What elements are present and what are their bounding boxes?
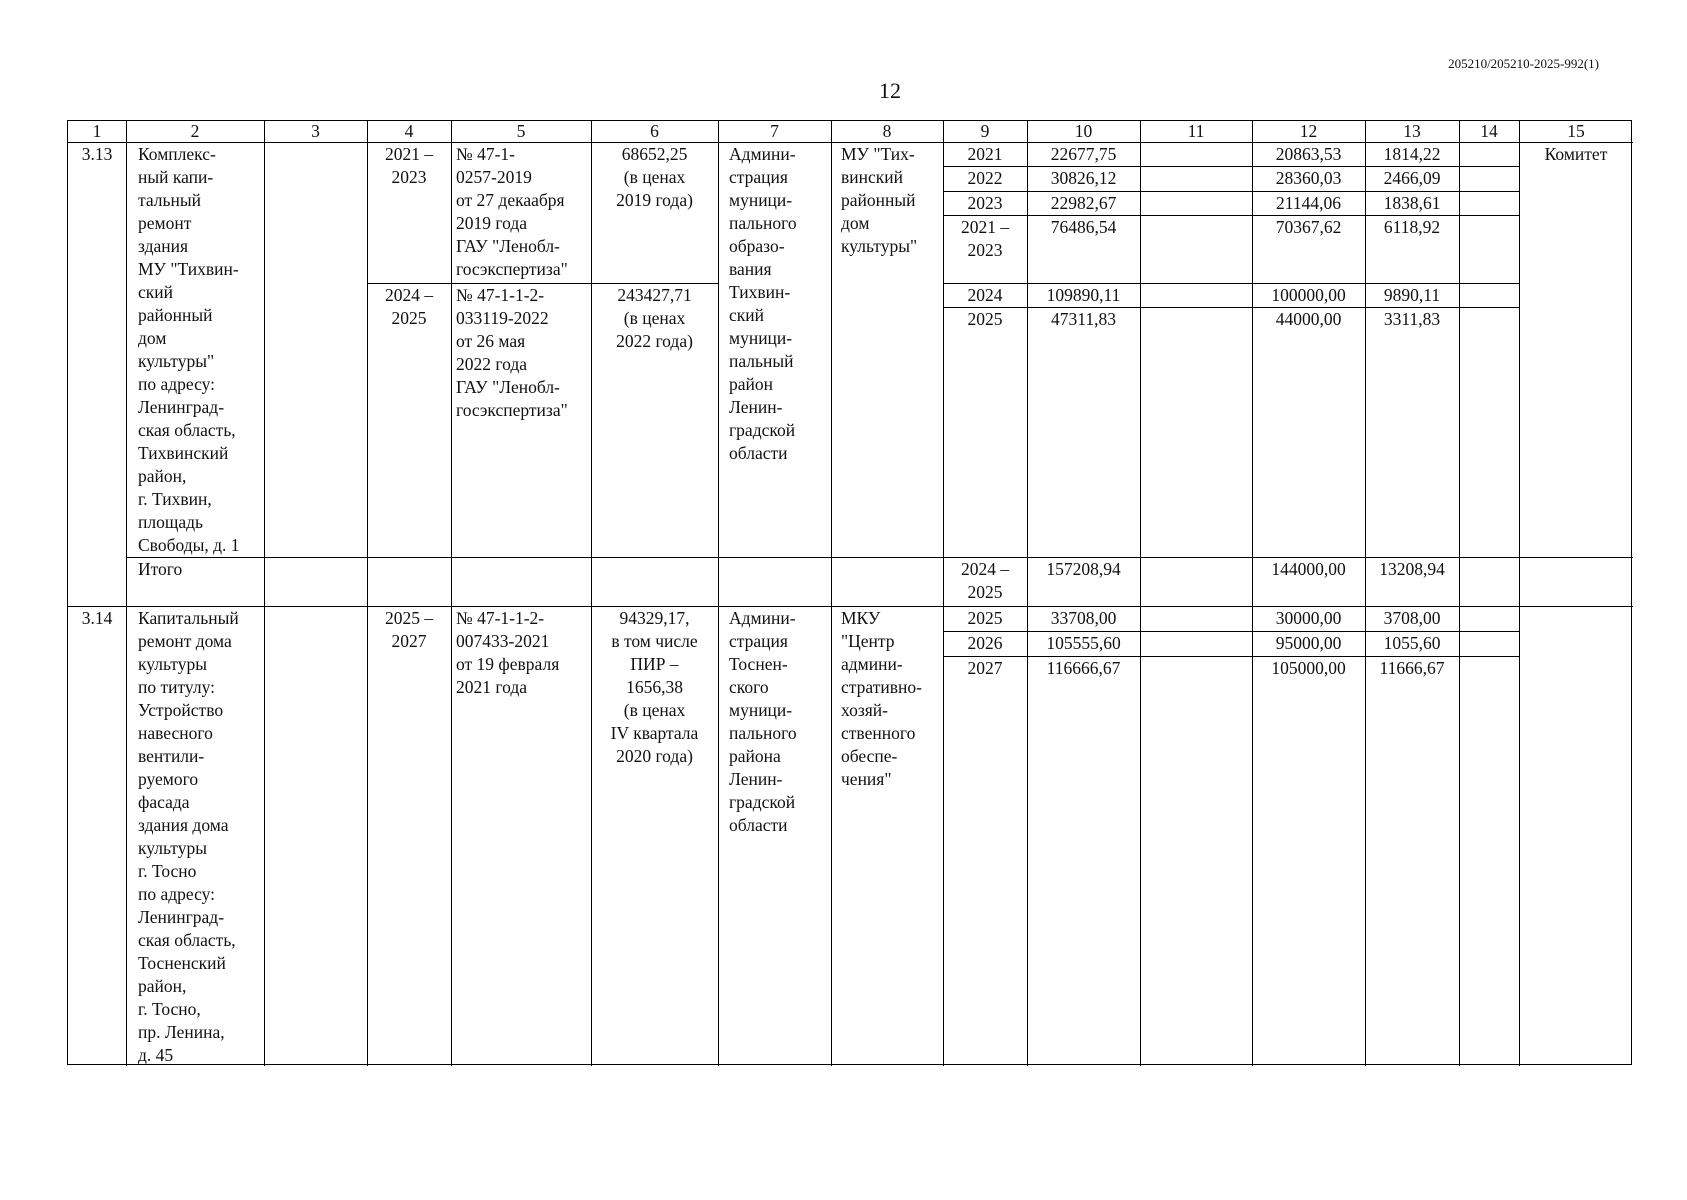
- row-number: 3.14: [81, 608, 113, 628]
- row-number: 3.13: [81, 144, 113, 164]
- col-header-3: 3: [311, 121, 320, 141]
- col-border: [831, 121, 832, 1066]
- responsible: Комитет: [1544, 144, 1608, 164]
- col-header-6: 6: [650, 121, 659, 141]
- period: 2025 – 2027: [384, 608, 434, 651]
- local-cell: 3708,00: [1383, 608, 1441, 628]
- col-border: [264, 121, 265, 1066]
- local-cell: 11666,67: [1379, 658, 1445, 678]
- col-border: [451, 121, 452, 1066]
- col-header-8: 8: [882, 121, 892, 141]
- year-cell: 2027: [967, 658, 1003, 678]
- expertise: № 47-1-1-2- 007433-2021 от 19 февраля 2021 года: [456, 608, 560, 697]
- regional-cell: 44000,00: [1275, 309, 1342, 329]
- year-cell: 2026: [967, 633, 1003, 653]
- col-border: [1140, 121, 1141, 1066]
- col-header-15: 15: [1567, 121, 1585, 141]
- period-b: 2024 – 2025: [384, 285, 434, 328]
- customer: Админи- страция Тоснен- ского муници- пального района Ленин- градской области: [729, 608, 797, 835]
- regional-cell: 105000,00: [1271, 658, 1346, 678]
- col-border: [1365, 121, 1366, 1066]
- cost: 94329,17, в том числе ПИР – 1656,38 (в ценах IV квартала 2020 года): [610, 608, 699, 766]
- col-header-13: 13: [1403, 121, 1421, 141]
- year-cell: 2025: [967, 608, 1003, 628]
- object-name: Капитальный ремонт дома культуры по титулу: Устройство навесного вентили- руемого фасада здания дома культуры г. Тосно по адресу: Ленинград- ская область, Тосненский район, г. Тосно, пр. Ленина, д. 45: [138, 608, 239, 1065]
- local-cell: 1814,22: [1383, 144, 1441, 164]
- regional-cell: 21144,06: [1276, 193, 1341, 213]
- col-header-10: 10: [1074, 121, 1093, 141]
- regional-cell: 20863,53: [1275, 144, 1342, 164]
- regional-cell: 95000,00: [1275, 633, 1342, 653]
- expertise-b: № 47-1-1-2- 033119-2022 от 26 мая 2022 года ГАУ "Ленобл- госэкспертиза": [456, 285, 568, 420]
- year-cell: 2021 – 2023: [960, 217, 1010, 260]
- itogo-year: 2024 – 2025: [960, 559, 1010, 602]
- col-border: [1027, 121, 1028, 1066]
- year-cell: 2025: [967, 309, 1003, 329]
- program-table: [67, 120, 1632, 1065]
- year-cell: 2022: [967, 168, 1003, 188]
- total-cell: 47311,83: [1051, 309, 1116, 329]
- local-cell: 2466,09: [1383, 168, 1441, 188]
- total-cell: 109890,11: [1046, 285, 1121, 305]
- col-header-9: 9: [980, 121, 990, 141]
- col-header-7: 7: [770, 121, 779, 141]
- itogo-total: 157208,94: [1046, 559, 1121, 579]
- col-border: [367, 121, 368, 1066]
- local-cell: 1838,61: [1383, 193, 1441, 213]
- col-header-12: 12: [1299, 121, 1318, 141]
- customer: Админи- страция муници- пального образо- вания Тихвин- ский муници- пальный район Ленин- градской области: [729, 144, 797, 463]
- local-cell: 9890,11: [1383, 285, 1441, 305]
- total-cell: 105555,60: [1046, 633, 1121, 653]
- period-a: 2021 – 2023: [384, 144, 434, 187]
- col-border: [591, 121, 592, 1066]
- itogo-regional: 144000,00: [1271, 559, 1346, 579]
- total-cell: 22982,67: [1050, 193, 1117, 213]
- document-id: 205210/205210-2025-992(1): [1448, 56, 1599, 71]
- total-cell: 116666,67: [1046, 658, 1121, 678]
- regional-cell: 100000,00: [1271, 285, 1346, 305]
- col-border: [1519, 121, 1520, 1066]
- col-header-11: 11: [1187, 121, 1205, 141]
- itogo-local: 13208,94: [1379, 559, 1445, 579]
- col-header-5: 5: [516, 121, 526, 141]
- col-border: [126, 121, 127, 1066]
- recipient: МКУ "Центр админи- стративно- хозяй- ственного обеспе- чения": [841, 608, 922, 789]
- local-cell: 3311,83: [1383, 309, 1441, 329]
- itogo-label: Итого: [138, 559, 183, 579]
- cost-b: 243427,71 (в ценах 2022 года): [616, 285, 693, 351]
- regional-cell: 70367,62: [1275, 217, 1342, 237]
- regional-cell: 30000,00: [1275, 608, 1342, 628]
- col-border: [1459, 121, 1460, 1066]
- col-header-1: 1: [92, 121, 102, 141]
- page-number: 12: [879, 78, 901, 103]
- col-border: [718, 121, 719, 1066]
- regional-cell: 28360,03: [1275, 168, 1342, 188]
- year-cell: 2023: [967, 193, 1003, 213]
- local-cell: 1055,60: [1383, 633, 1441, 653]
- col-header-2: 2: [190, 121, 200, 141]
- object-name: Комплекс- ный капи- тальный ремонт здания МУ "Тихвин- ский районный дом культуры" по адресу: Ленинград- ская область, Тихвинский район, г. Тихвин, площадь Свободы, д. 1: [138, 144, 240, 555]
- year-cell: 2024: [967, 285, 1003, 305]
- total-cell: 76486,54: [1050, 217, 1117, 237]
- col-border: [1252, 121, 1253, 1066]
- col-header-4: 4: [404, 121, 414, 141]
- total-cell: 22677,75: [1050, 144, 1117, 164]
- cost-a: 68652,25 (в ценах 2019 года): [616, 144, 693, 210]
- total-cell: 33708,00: [1050, 608, 1117, 628]
- expertise-a: № 47-1- 0257-2019 от 27 декаабря 2019 года ГАУ "Ленобл- госэкспертиза": [456, 144, 568, 279]
- col-header-14: 14: [1480, 121, 1498, 141]
- local-cell: 6118,92: [1383, 217, 1441, 237]
- recipient: МУ "Тих- винский районный дом культуры": [841, 144, 918, 256]
- total-cell: 30826,12: [1050, 168, 1117, 188]
- year-cell: 2021: [967, 144, 1003, 164]
